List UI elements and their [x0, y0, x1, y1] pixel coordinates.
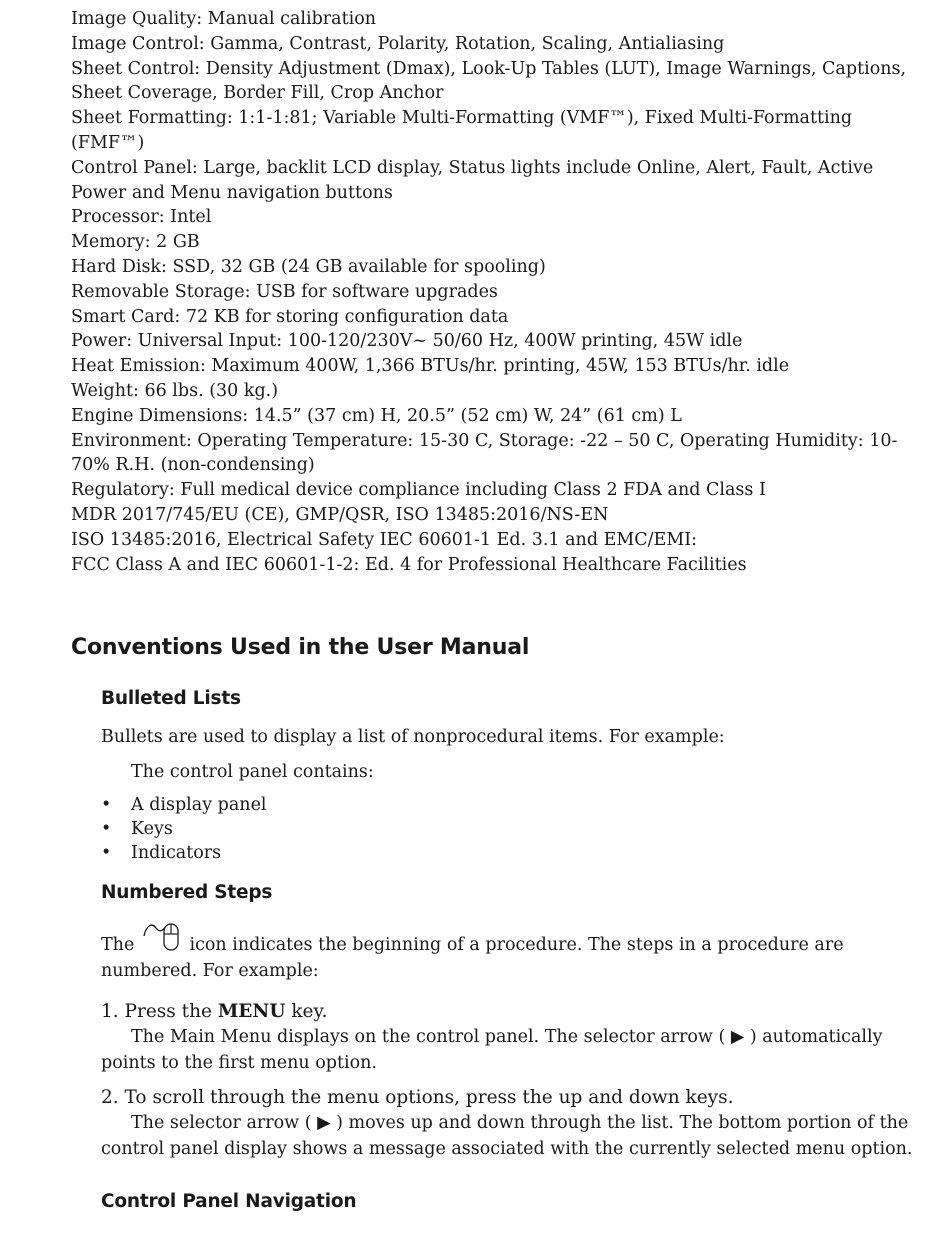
bullet-icon: •: [101, 795, 112, 815]
section-title: Conventions Used in the User Manual: [71, 635, 530, 660]
numbered-intro: The icon indicates the beginning of a procedure. The steps in a procedure are numbered. For example:: [101, 918, 913, 984]
step-2: 2. To scroll through the menu options, press the up and down keys.: [101, 1087, 734, 1108]
step-2-body: The selector arrow ( ▶ ) moves up and down through the list. The bottom portion of the control panel display shows a message associated with the currently selected menu option.: [101, 1113, 913, 1159]
spec-removable-storage: Removable Storage: USB for software upgrades: [71, 281, 498, 302]
list-item: • Indicators: [101, 843, 222, 863]
spec-hard-disk: Hard Disk: SSD, 32 GB (24 GB available for spooling): [71, 256, 546, 277]
spec-regulatory-line-4: FCC Class A and IEC 60601-1-2: Ed. 4 for Professional Healthcare Facilities: [71, 554, 747, 575]
spec-weight: Weight: 66 lbs. (30 kg.): [71, 380, 279, 401]
bulleted-lists-heading: Bulleted Lists: [101, 688, 241, 709]
spec-engine-dimensions: Engine Dimensions: 14.5” (37 cm) H, 20.5” (52 cm) W, 24” (61 cm) L: [71, 405, 682, 426]
list-item: • Keys: [101, 819, 173, 839]
spec-image-quality: Image Quality: Manual calibration: [71, 9, 377, 29]
spec-power: Power: Universal Input: 100-120/230V~ 50/60 Hz, 400W printing, 45W idle: [71, 331, 743, 352]
spec-sheet-formatting: Sheet Formatting: 1:1-1:81; Variable Multi-Formatting (VMF™), Fixed Multi-Formatting (FMF™): [71, 108, 853, 153]
spec-control-panel: Control Panel: Large, backlit LCD display, Status lights include Online, Alert, Fault, Active Power and Menu navigation buttons: [71, 157, 874, 203]
bulleted-intro: Bullets are used to display a list of nonprocedural items. For example:: [101, 727, 725, 747]
spec-smart-card: Smart Card: 72 KB for storing configuration data: [71, 306, 509, 327]
spec-memory: Memory: 2 GB: [71, 232, 200, 253]
list-item: • A display panel: [101, 795, 267, 815]
spec-image-control: Image Control: Gamma, Contrast, Polarity, Rotation, Scaling, Antialiasing: [71, 33, 725, 54]
spec-processor: Processor: Intel: [71, 207, 212, 228]
spec-regulatory-line-3: ISO 13485:2016, Electrical Safety IEC 60601-1 Ed. 3.1 and EMC/EMI:: [71, 529, 698, 550]
numbered-steps-heading: Numbered Steps: [101, 882, 273, 903]
menu-key-label: MENU: [217, 1001, 286, 1022]
mouse-icon: [142, 918, 182, 954]
specifications-list: [71, 7, 921, 577]
spec-heat-emission: Heat Emission: Maximum 400W, 1,366 BTUs/hr. printing, 45W, 153 BTUs/hr. idle: [71, 356, 790, 377]
step-1-body: The Main Menu displays on the control panel. The selector arrow ( ▶ ) automatically points to the first menu option.: [101, 1027, 883, 1073]
control-panel-navigation-heading: Control Panel Navigation: [101, 1191, 357, 1212]
bullet-list: [101, 793, 267, 865]
spec-sheet-control: Sheet Control: Density Adjustment (Dmax), Look-Up Tables (LUT), Image Warnings, Captions, Sheet Coverage, Border Fill, Crop Anchor: [71, 58, 907, 104]
bullet-icon: •: [101, 843, 112, 863]
spec-environment: Environment: Operating Temperature: 15-30 C, Storage: -22 – 50 C, Operating Humidity: 10-70% R.H. (non-condensing): [71, 430, 898, 476]
bullet-icon: •: [101, 819, 112, 839]
step-1: 1. Press the MENU key.: [101, 1001, 328, 1022]
spec-regulatory-line-2: MDR 2017/745/EU (CE), GMP/QSR, ISO 13485:2016/NS-EN: [71, 504, 609, 525]
bulleted-lead: The control panel contains:: [131, 762, 374, 782]
spec-regulatory: Regulatory: Full medical device compliance including Class 2 FDA and Class I: [71, 480, 766, 501]
